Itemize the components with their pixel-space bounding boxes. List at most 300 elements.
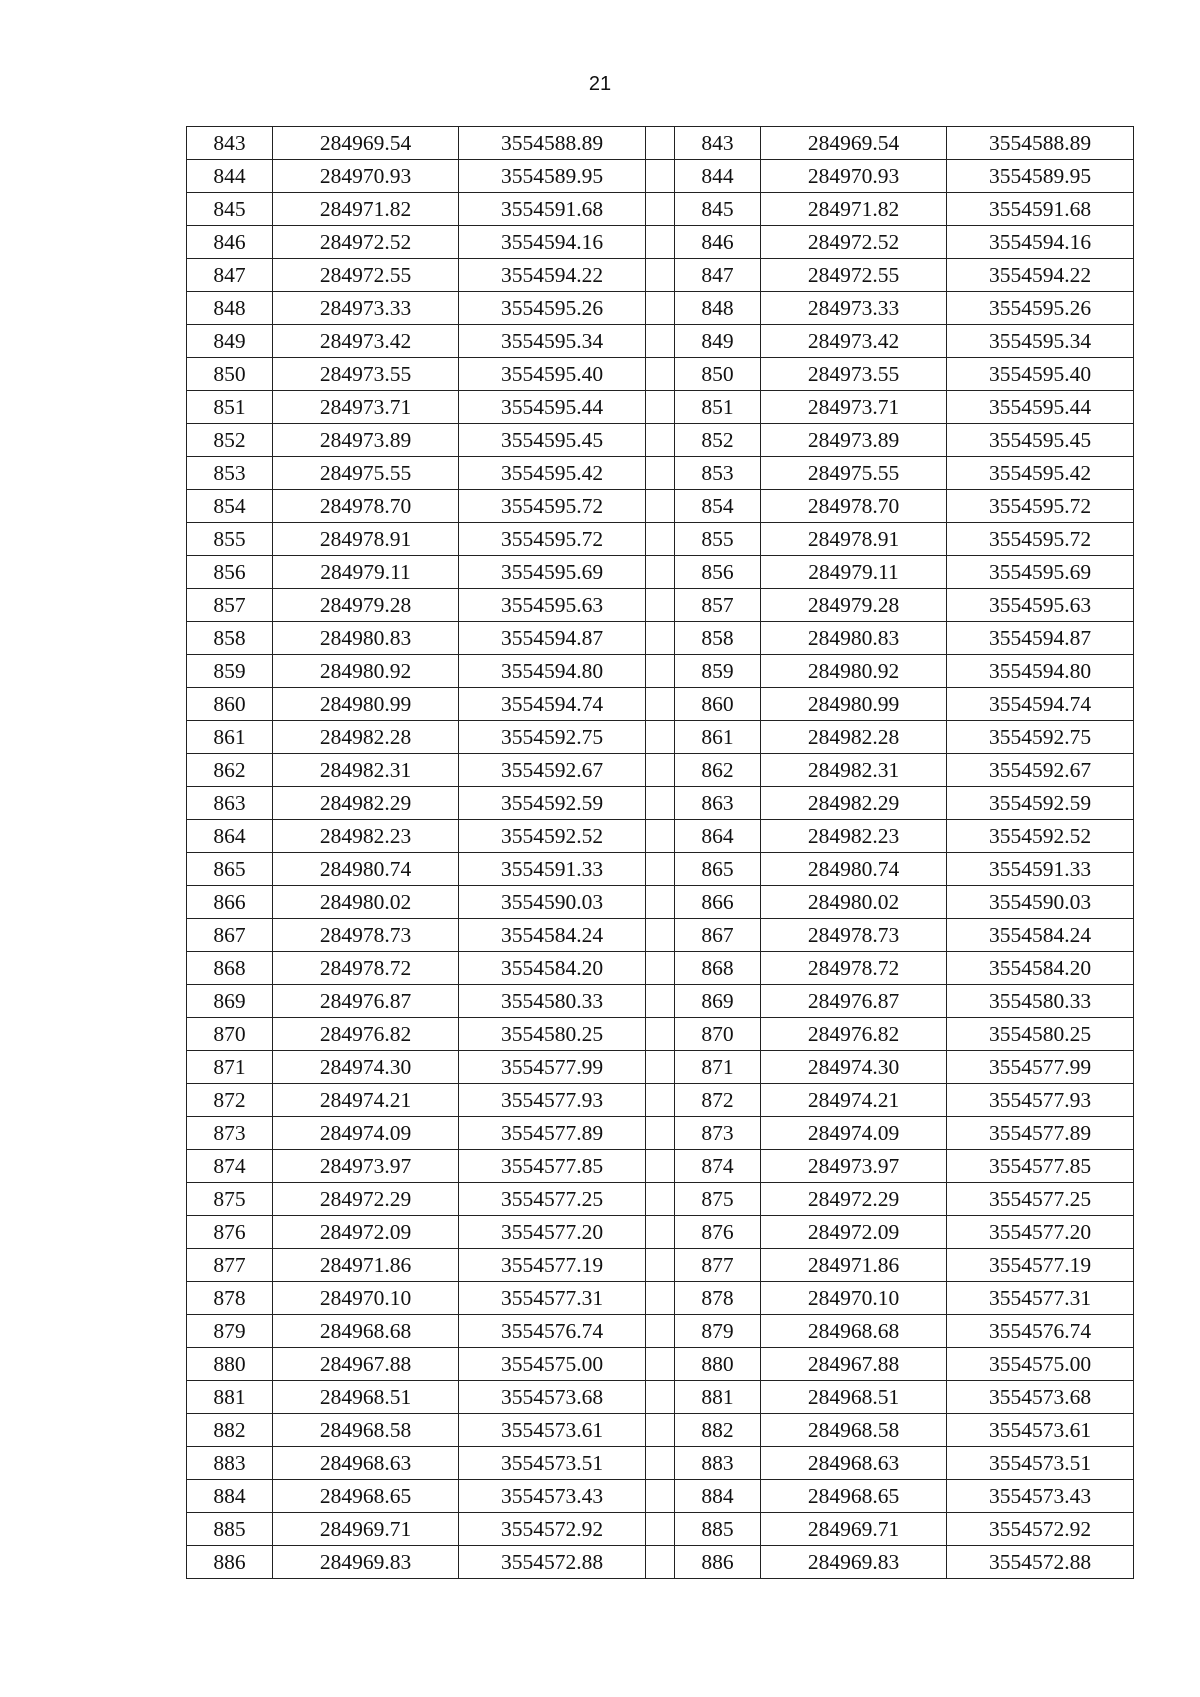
point-number-right: 877	[675, 1249, 761, 1282]
table-row	[187, 259, 1134, 292]
point-number-left: 848	[187, 292, 273, 325]
x-coordinate-left: 284976.87	[273, 985, 459, 1018]
point-number-right: 848	[675, 292, 761, 325]
separator-cell	[646, 358, 675, 391]
y-coordinate-left: 3554573.61	[459, 1414, 646, 1447]
separator-cell	[646, 1117, 675, 1150]
point-number-right: 853	[675, 457, 761, 490]
x-coordinate-left: 284972.29	[273, 1183, 459, 1216]
x-coordinate-left: 284972.55	[273, 259, 459, 292]
y-coordinate-left: 3554577.99	[459, 1051, 646, 1084]
y-coordinate-right: 3554580.33	[947, 985, 1134, 1018]
x-coordinate-right: 284980.02	[761, 886, 947, 919]
point-number-right: 870	[675, 1018, 761, 1051]
x-coordinate-right: 284978.72	[761, 952, 947, 985]
point-number-left: 886	[187, 1546, 273, 1579]
y-coordinate-left: 3554572.88	[459, 1546, 646, 1579]
y-coordinate-left: 3554595.72	[459, 490, 646, 523]
table-row	[187, 523, 1134, 556]
table-row	[187, 952, 1134, 985]
y-coordinate-left: 3554595.40	[459, 358, 646, 391]
point-number-right: 878	[675, 1282, 761, 1315]
table-row	[187, 1447, 1134, 1480]
x-coordinate-right: 284982.29	[761, 787, 947, 820]
point-number-left: 877	[187, 1249, 273, 1282]
y-coordinate-left: 3554594.80	[459, 655, 646, 688]
separator-cell	[646, 1414, 675, 1447]
point-number-right: 849	[675, 325, 761, 358]
x-coordinate-right: 284973.71	[761, 391, 947, 424]
y-coordinate-right: 3554595.69	[947, 556, 1134, 589]
point-number-left: 880	[187, 1348, 273, 1381]
x-coordinate-left: 284978.72	[273, 952, 459, 985]
y-coordinate-right: 3554594.74	[947, 688, 1134, 721]
point-number-right: 855	[675, 523, 761, 556]
x-coordinate-right: 284982.31	[761, 754, 947, 787]
y-coordinate-left: 3554592.52	[459, 820, 646, 853]
y-coordinate-right: 3554584.20	[947, 952, 1134, 985]
y-coordinate-right: 3554572.92	[947, 1513, 1134, 1546]
separator-cell	[646, 457, 675, 490]
y-coordinate-left: 3554580.33	[459, 985, 646, 1018]
point-number-right: 884	[675, 1480, 761, 1513]
separator-cell	[646, 1183, 675, 1216]
y-coordinate-right: 3554577.93	[947, 1084, 1134, 1117]
separator-cell	[646, 886, 675, 919]
x-coordinate-left: 284968.65	[273, 1480, 459, 1513]
point-number-left: 881	[187, 1381, 273, 1414]
y-coordinate-left: 3554595.26	[459, 292, 646, 325]
point-number-left: 885	[187, 1513, 273, 1546]
y-coordinate-right: 3554595.34	[947, 325, 1134, 358]
point-number-left: 847	[187, 259, 273, 292]
coordinates-table	[186, 126, 1134, 1579]
x-coordinate-left: 284982.31	[273, 754, 459, 787]
x-coordinate-left: 284967.88	[273, 1348, 459, 1381]
y-coordinate-left: 3554594.22	[459, 259, 646, 292]
x-coordinate-right: 284972.29	[761, 1183, 947, 1216]
separator-cell	[646, 523, 675, 556]
table-row	[187, 655, 1134, 688]
x-coordinate-left: 284973.55	[273, 358, 459, 391]
point-number-left: 850	[187, 358, 273, 391]
x-coordinate-right: 284968.63	[761, 1447, 947, 1480]
x-coordinate-left: 284968.58	[273, 1414, 459, 1447]
y-coordinate-left: 3554592.59	[459, 787, 646, 820]
x-coordinate-left: 284969.54	[273, 127, 459, 160]
point-number-left: 882	[187, 1414, 273, 1447]
x-coordinate-right: 284973.55	[761, 358, 947, 391]
x-coordinate-right: 284970.93	[761, 160, 947, 193]
point-number-right: 882	[675, 1414, 761, 1447]
x-coordinate-left: 284970.93	[273, 160, 459, 193]
separator-cell	[646, 1150, 675, 1183]
x-coordinate-right: 284971.86	[761, 1249, 947, 1282]
separator-cell	[646, 490, 675, 523]
point-number-right: 847	[675, 259, 761, 292]
y-coordinate-left: 3554573.43	[459, 1480, 646, 1513]
y-coordinate-left: 3554588.89	[459, 127, 646, 160]
point-number-left: 845	[187, 193, 273, 226]
table-row	[187, 1546, 1134, 1579]
point-number-right: 862	[675, 754, 761, 787]
table-row	[187, 1183, 1134, 1216]
y-coordinate-left: 3554592.67	[459, 754, 646, 787]
x-coordinate-right: 284980.83	[761, 622, 947, 655]
table-row	[187, 787, 1134, 820]
y-coordinate-left: 3554573.51	[459, 1447, 646, 1480]
separator-cell	[646, 952, 675, 985]
y-coordinate-right: 3554588.89	[947, 127, 1134, 160]
y-coordinate-left: 3554577.89	[459, 1117, 646, 1150]
separator-cell	[646, 919, 675, 952]
y-coordinate-right: 3554577.89	[947, 1117, 1134, 1150]
point-number-right: 845	[675, 193, 761, 226]
point-number-left: 863	[187, 787, 273, 820]
y-coordinate-left: 3554592.75	[459, 721, 646, 754]
table-row	[187, 1249, 1134, 1282]
x-coordinate-left: 284980.83	[273, 622, 459, 655]
x-coordinate-right: 284978.70	[761, 490, 947, 523]
table-row	[187, 1216, 1134, 1249]
y-coordinate-left: 3554595.69	[459, 556, 646, 589]
x-coordinate-left: 284973.71	[273, 391, 459, 424]
point-number-left: 862	[187, 754, 273, 787]
y-coordinate-right: 3554591.33	[947, 853, 1134, 886]
table-row	[187, 688, 1134, 721]
point-number-right: 856	[675, 556, 761, 589]
x-coordinate-right: 284974.21	[761, 1084, 947, 1117]
y-coordinate-left: 3554595.45	[459, 424, 646, 457]
separator-cell	[646, 292, 675, 325]
y-coordinate-left: 3554595.34	[459, 325, 646, 358]
y-coordinate-right: 3554577.31	[947, 1282, 1134, 1315]
separator-cell	[646, 754, 675, 787]
table-row	[187, 1150, 1134, 1183]
separator-cell	[646, 655, 675, 688]
table-row	[187, 1282, 1134, 1315]
point-number-left: 875	[187, 1183, 273, 1216]
point-number-right: 876	[675, 1216, 761, 1249]
y-coordinate-left: 3554590.03	[459, 886, 646, 919]
point-number-right: 867	[675, 919, 761, 952]
table-row	[187, 325, 1134, 358]
x-coordinate-left: 284978.73	[273, 919, 459, 952]
point-number-right: 868	[675, 952, 761, 985]
point-number-right: 850	[675, 358, 761, 391]
table-row	[187, 1051, 1134, 1084]
y-coordinate-left: 3554594.74	[459, 688, 646, 721]
table-row	[187, 424, 1134, 457]
y-coordinate-left: 3554577.85	[459, 1150, 646, 1183]
x-coordinate-right: 284968.58	[761, 1414, 947, 1447]
x-coordinate-left: 284971.82	[273, 193, 459, 226]
y-coordinate-right: 3554594.87	[947, 622, 1134, 655]
x-coordinate-left: 284982.23	[273, 820, 459, 853]
y-coordinate-right: 3554592.52	[947, 820, 1134, 853]
point-number-left: 866	[187, 886, 273, 919]
y-coordinate-right: 3554575.00	[947, 1348, 1134, 1381]
y-coordinate-left: 3554594.16	[459, 226, 646, 259]
x-coordinate-right: 284972.09	[761, 1216, 947, 1249]
point-number-right: 866	[675, 886, 761, 919]
separator-cell	[646, 1216, 675, 1249]
point-number-left: 861	[187, 721, 273, 754]
x-coordinate-right: 284979.28	[761, 589, 947, 622]
point-number-right: 873	[675, 1117, 761, 1150]
y-coordinate-right: 3554580.25	[947, 1018, 1134, 1051]
table-row	[187, 886, 1134, 919]
point-number-right: 852	[675, 424, 761, 457]
point-number-left: 864	[187, 820, 273, 853]
point-number-left: 874	[187, 1150, 273, 1183]
x-coordinate-left: 284980.74	[273, 853, 459, 886]
x-coordinate-left: 284979.11	[273, 556, 459, 589]
x-coordinate-left: 284970.10	[273, 1282, 459, 1315]
table-row	[187, 193, 1134, 226]
point-number-right: 865	[675, 853, 761, 886]
y-coordinate-right: 3554589.95	[947, 160, 1134, 193]
y-coordinate-left: 3554589.95	[459, 160, 646, 193]
y-coordinate-right: 3554595.44	[947, 391, 1134, 424]
y-coordinate-right: 3554594.16	[947, 226, 1134, 259]
point-number-right: 861	[675, 721, 761, 754]
x-coordinate-right: 284974.09	[761, 1117, 947, 1150]
table-row	[187, 1513, 1134, 1546]
separator-cell	[646, 1282, 675, 1315]
separator-cell	[646, 1513, 675, 1546]
y-coordinate-right: 3554577.99	[947, 1051, 1134, 1084]
y-coordinate-left: 3554580.25	[459, 1018, 646, 1051]
separator-cell	[646, 160, 675, 193]
point-number-left: 849	[187, 325, 273, 358]
x-coordinate-right: 284982.23	[761, 820, 947, 853]
point-number-left: 859	[187, 655, 273, 688]
y-coordinate-right: 3554595.72	[947, 490, 1134, 523]
separator-cell	[646, 1480, 675, 1513]
y-coordinate-left: 3554584.24	[459, 919, 646, 952]
point-number-left: 873	[187, 1117, 273, 1150]
x-coordinate-left: 284968.68	[273, 1315, 459, 1348]
point-number-left: 872	[187, 1084, 273, 1117]
x-coordinate-left: 284976.82	[273, 1018, 459, 1051]
table-row	[187, 292, 1134, 325]
point-number-left: 853	[187, 457, 273, 490]
separator-cell	[646, 127, 675, 160]
x-coordinate-right: 284972.55	[761, 259, 947, 292]
y-coordinate-right: 3554573.68	[947, 1381, 1134, 1414]
table-row	[187, 589, 1134, 622]
x-coordinate-right: 284980.74	[761, 853, 947, 886]
y-coordinate-right: 3554595.26	[947, 292, 1134, 325]
y-coordinate-right: 3554594.80	[947, 655, 1134, 688]
point-number-right: 860	[675, 688, 761, 721]
x-coordinate-right: 284969.71	[761, 1513, 947, 1546]
x-coordinate-left: 284978.91	[273, 523, 459, 556]
point-number-left: 879	[187, 1315, 273, 1348]
table-row	[187, 457, 1134, 490]
separator-cell	[646, 1381, 675, 1414]
separator-cell	[646, 853, 675, 886]
x-coordinate-right: 284973.97	[761, 1150, 947, 1183]
separator-cell	[646, 820, 675, 853]
table-row	[187, 160, 1134, 193]
x-coordinate-left: 284980.99	[273, 688, 459, 721]
point-number-left: 860	[187, 688, 273, 721]
x-coordinate-left: 284980.92	[273, 655, 459, 688]
table-row	[187, 985, 1134, 1018]
y-coordinate-left: 3554595.42	[459, 457, 646, 490]
x-coordinate-left: 284982.29	[273, 787, 459, 820]
x-coordinate-left: 284969.83	[273, 1546, 459, 1579]
point-number-left: 869	[187, 985, 273, 1018]
separator-cell	[646, 1018, 675, 1051]
table-row	[187, 358, 1134, 391]
x-coordinate-left: 284982.28	[273, 721, 459, 754]
x-coordinate-left: 284972.52	[273, 226, 459, 259]
y-coordinate-left: 3554594.87	[459, 622, 646, 655]
point-number-left: 854	[187, 490, 273, 523]
point-number-right: 883	[675, 1447, 761, 1480]
point-number-left: 856	[187, 556, 273, 589]
separator-cell	[646, 1315, 675, 1348]
x-coordinate-left: 284969.71	[273, 1513, 459, 1546]
point-number-right: 864	[675, 820, 761, 853]
point-number-right: 844	[675, 160, 761, 193]
point-number-left: 858	[187, 622, 273, 655]
y-coordinate-right: 3554594.22	[947, 259, 1134, 292]
table-row	[187, 490, 1134, 523]
separator-cell	[646, 226, 675, 259]
x-coordinate-left: 284974.09	[273, 1117, 459, 1150]
y-coordinate-left: 3554572.92	[459, 1513, 646, 1546]
y-coordinate-right: 3554592.59	[947, 787, 1134, 820]
x-coordinate-right: 284969.83	[761, 1546, 947, 1579]
y-coordinate-left: 3554595.44	[459, 391, 646, 424]
x-coordinate-right: 284975.55	[761, 457, 947, 490]
table-row	[187, 721, 1134, 754]
table-row	[187, 391, 1134, 424]
separator-cell	[646, 985, 675, 1018]
x-coordinate-right: 284982.28	[761, 721, 947, 754]
x-coordinate-right: 284978.91	[761, 523, 947, 556]
point-number-left: 867	[187, 919, 273, 952]
point-number-left: 884	[187, 1480, 273, 1513]
y-coordinate-right: 3554584.24	[947, 919, 1134, 952]
separator-cell	[646, 1084, 675, 1117]
separator-cell	[646, 259, 675, 292]
y-coordinate-right: 3554591.68	[947, 193, 1134, 226]
x-coordinate-right: 284974.30	[761, 1051, 947, 1084]
point-number-right: 846	[675, 226, 761, 259]
table-row	[187, 1084, 1134, 1117]
point-number-right: 843	[675, 127, 761, 160]
point-number-right: 857	[675, 589, 761, 622]
y-coordinate-left: 3554575.00	[459, 1348, 646, 1381]
x-coordinate-left: 284974.30	[273, 1051, 459, 1084]
y-coordinate-right: 3554577.19	[947, 1249, 1134, 1282]
point-number-right: 875	[675, 1183, 761, 1216]
separator-cell	[646, 424, 675, 457]
point-number-right: 879	[675, 1315, 761, 1348]
table-row	[187, 1381, 1134, 1414]
y-coordinate-left: 3554591.33	[459, 853, 646, 886]
table-row	[187, 1348, 1134, 1381]
point-number-right: 851	[675, 391, 761, 424]
x-coordinate-right: 284980.92	[761, 655, 947, 688]
coordinates-table-body	[187, 127, 1134, 1579]
point-number-left: 855	[187, 523, 273, 556]
separator-cell	[646, 1051, 675, 1084]
table-row	[187, 1480, 1134, 1513]
y-coordinate-right: 3554590.03	[947, 886, 1134, 919]
x-coordinate-right: 284978.73	[761, 919, 947, 952]
y-coordinate-left: 3554591.68	[459, 193, 646, 226]
y-coordinate-left: 3554577.93	[459, 1084, 646, 1117]
table-row	[187, 1117, 1134, 1150]
separator-cell	[646, 325, 675, 358]
separator-cell	[646, 1447, 675, 1480]
x-coordinate-right: 284976.82	[761, 1018, 947, 1051]
point-number-right: 863	[675, 787, 761, 820]
point-number-left: 871	[187, 1051, 273, 1084]
x-coordinate-right: 284980.99	[761, 688, 947, 721]
separator-cell	[646, 391, 675, 424]
table-row	[187, 1315, 1134, 1348]
y-coordinate-right: 3554592.75	[947, 721, 1134, 754]
table-row	[187, 226, 1134, 259]
table-row	[187, 1018, 1134, 1051]
x-coordinate-right: 284968.65	[761, 1480, 947, 1513]
point-number-right: 871	[675, 1051, 761, 1084]
x-coordinate-left: 284975.55	[273, 457, 459, 490]
point-number-right: 858	[675, 622, 761, 655]
table-row	[187, 820, 1134, 853]
point-number-right: 872	[675, 1084, 761, 1117]
point-number-left: 851	[187, 391, 273, 424]
point-number-right: 886	[675, 1546, 761, 1579]
y-coordinate-left: 3554576.74	[459, 1315, 646, 1348]
x-coordinate-right: 284973.89	[761, 424, 947, 457]
separator-cell	[646, 556, 675, 589]
page-number: 21	[588, 73, 612, 95]
x-coordinate-right: 284970.10	[761, 1282, 947, 1315]
point-number-right: 880	[675, 1348, 761, 1381]
x-coordinate-right: 284968.51	[761, 1381, 947, 1414]
point-number-right: 885	[675, 1513, 761, 1546]
x-coordinate-left: 284973.89	[273, 424, 459, 457]
x-coordinate-left: 284971.86	[273, 1249, 459, 1282]
point-number-right: 869	[675, 985, 761, 1018]
x-coordinate-left: 284974.21	[273, 1084, 459, 1117]
separator-cell	[646, 688, 675, 721]
table-row	[187, 754, 1134, 787]
point-number-right: 874	[675, 1150, 761, 1183]
y-coordinate-right: 3554576.74	[947, 1315, 1134, 1348]
y-coordinate-left: 3554577.31	[459, 1282, 646, 1315]
x-coordinate-right: 284969.54	[761, 127, 947, 160]
separator-cell	[646, 1546, 675, 1579]
y-coordinate-right: 3554595.40	[947, 358, 1134, 391]
y-coordinate-left: 3554577.19	[459, 1249, 646, 1282]
y-coordinate-right: 3554595.72	[947, 523, 1134, 556]
y-coordinate-right: 3554573.61	[947, 1414, 1134, 1447]
x-coordinate-right: 284971.82	[761, 193, 947, 226]
separator-cell	[646, 721, 675, 754]
table-row	[187, 853, 1134, 886]
table-row	[187, 127, 1134, 160]
y-coordinate-left: 3554577.20	[459, 1216, 646, 1249]
